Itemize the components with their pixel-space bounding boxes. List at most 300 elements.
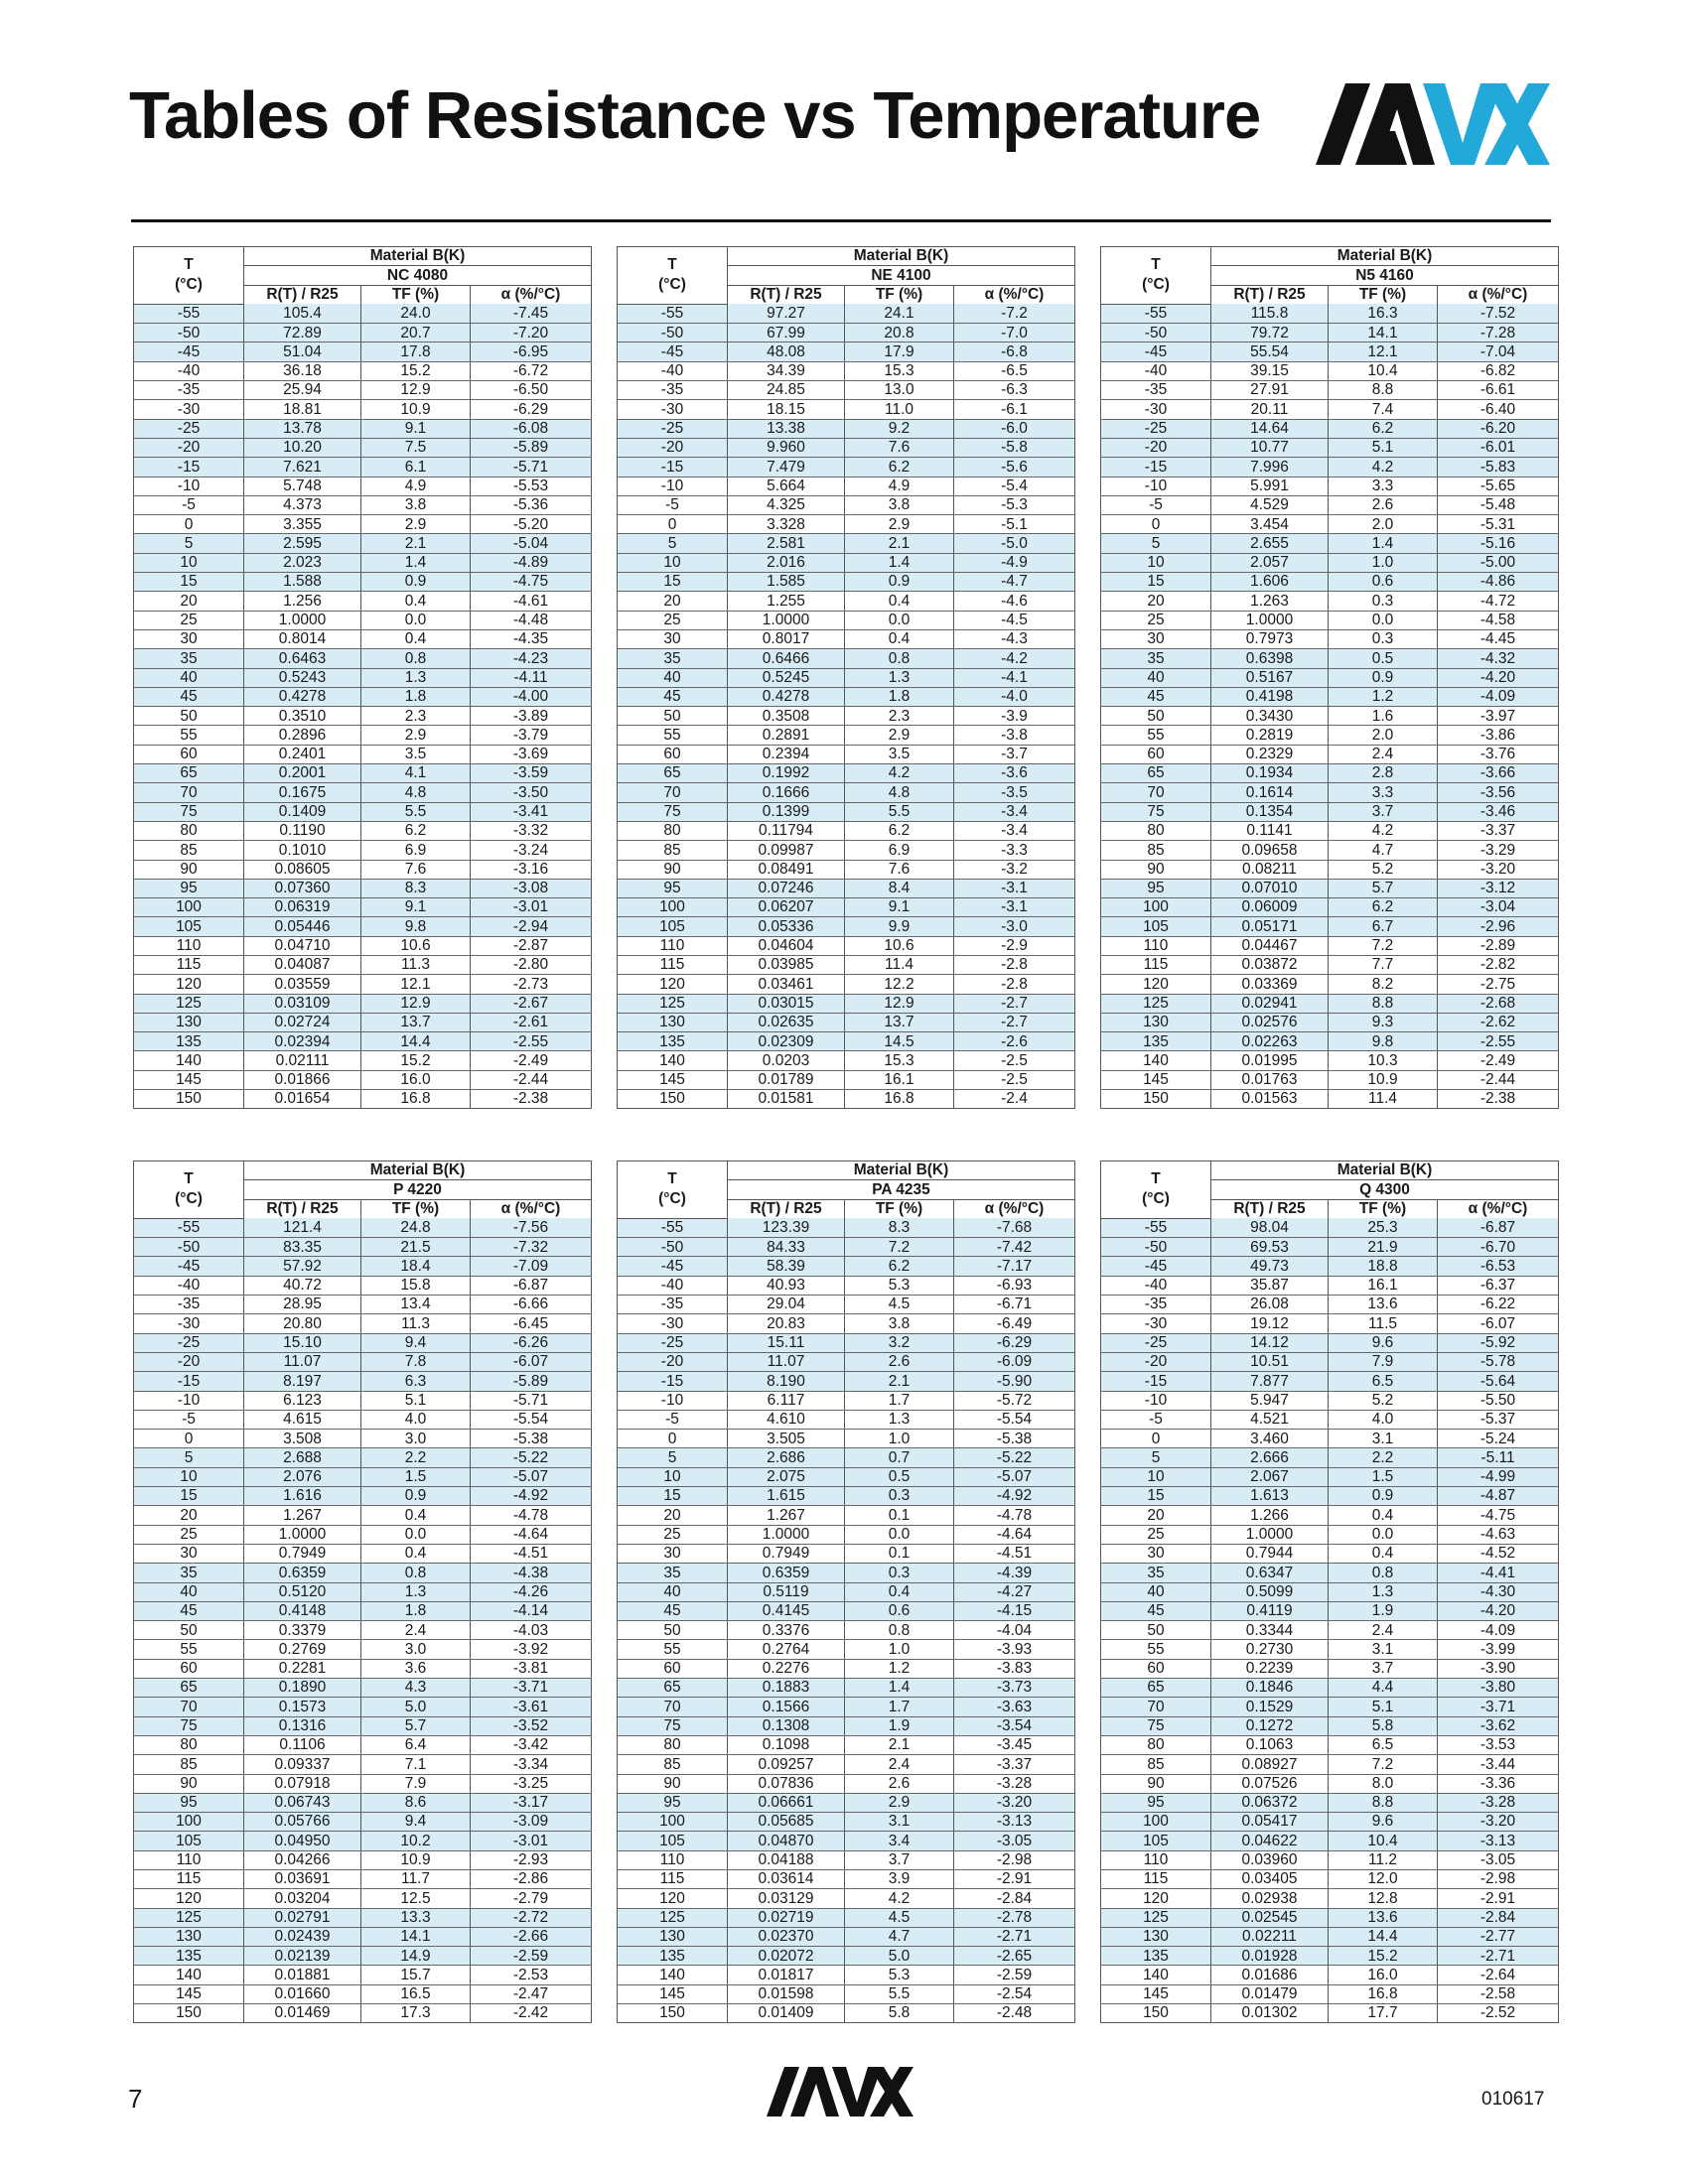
cell-resistance-ratio: 5.664 <box>728 477 845 495</box>
cell-tolerance-factor: 7.1 <box>361 1755 471 1774</box>
cell-tolerance-factor: 12.1 <box>361 975 471 994</box>
cell-temperature: 95 <box>134 879 244 897</box>
cell-alpha: -4.9 <box>954 553 1075 572</box>
cell-tolerance-factor: 10.9 <box>1329 1070 1438 1089</box>
cell-resistance-ratio: 0.03461 <box>728 975 845 994</box>
table-row <box>1101 936 1559 955</box>
cell-resistance-ratio: 0.01881 <box>244 1966 361 1984</box>
table-row <box>1101 955 1559 974</box>
cell-alpha: -2.64 <box>1438 1966 1559 1984</box>
cell-tolerance-factor: 21.5 <box>361 1238 471 1257</box>
cell-tolerance-factor: 15.7 <box>361 1966 471 1984</box>
cell-temperature: -55 <box>618 1218 728 1237</box>
table-row <box>134 860 592 879</box>
cell-resistance-ratio: 1.267 <box>728 1506 845 1525</box>
cell-alpha: -4.03 <box>471 1621 592 1640</box>
table-row <box>134 649 592 668</box>
table-row <box>134 1601 592 1620</box>
cell-tolerance-factor: 1.8 <box>361 1601 471 1620</box>
cell-tolerance-factor: 10.2 <box>361 1832 471 1850</box>
cell-resistance-ratio: 0.6347 <box>1211 1564 1329 1582</box>
table-row <box>618 361 1075 380</box>
cell-tolerance-factor: 2.1 <box>361 534 471 553</box>
cell-tolerance-factor: 10.4 <box>1329 1832 1438 1850</box>
cell-resistance-ratio: 2.023 <box>244 553 361 572</box>
table-row <box>134 342 592 361</box>
cell-alpha: -4.32 <box>1438 649 1559 668</box>
table-row <box>618 1679 1075 1698</box>
col-header-rt: R(T) / R25 <box>244 1199 361 1218</box>
table-row <box>618 1869 1075 1888</box>
cell-tolerance-factor: 17.3 <box>361 2004 471 2023</box>
cell-resistance-ratio: 2.655 <box>1211 534 1329 553</box>
cell-tolerance-factor: 2.4 <box>1329 745 1438 763</box>
cell-resistance-ratio: 9.960 <box>728 438 845 457</box>
table-row <box>618 1448 1075 1467</box>
table-row <box>134 477 592 495</box>
cell-temperature: -45 <box>1101 1257 1211 1276</box>
cell-resistance-ratio: 0.01654 <box>244 1090 361 1109</box>
cell-alpha: -6.95 <box>471 342 592 361</box>
cell-tolerance-factor: 6.5 <box>1329 1735 1438 1754</box>
temperature-header <box>134 1161 244 1219</box>
cell-alpha: -6.61 <box>1438 381 1559 400</box>
cell-tolerance-factor: 3.6 <box>361 1659 471 1678</box>
cell-alpha: -5.1 <box>954 515 1075 534</box>
resistance-table <box>133 1160 592 2023</box>
cell-temperature: -45 <box>618 342 728 361</box>
cell-temperature: -50 <box>1101 1238 1211 1257</box>
table-row <box>618 1927 1075 1946</box>
cell-temperature: 35 <box>618 1564 728 1582</box>
table-row <box>1101 361 1559 380</box>
cell-temperature: 140 <box>618 1051 728 1070</box>
cell-temperature: 15 <box>618 573 728 592</box>
cell-temperature: 10 <box>134 553 244 572</box>
cell-temperature: -5 <box>618 1410 728 1429</box>
t-unit: (°C) <box>658 1190 686 1208</box>
cell-resistance-ratio: 0.01995 <box>1211 1051 1329 1070</box>
cell-resistance-ratio: 0.11794 <box>728 821 845 840</box>
cell-alpha: -3.97 <box>1438 707 1559 726</box>
cell-alpha: -4.23 <box>471 649 592 668</box>
table-row <box>134 841 592 860</box>
cell-alpha: -2.55 <box>1438 1032 1559 1051</box>
cell-temperature: 125 <box>134 1908 244 1927</box>
cell-alpha: -4.09 <box>1438 1621 1559 1640</box>
cell-resistance-ratio: 4.610 <box>728 1410 845 1429</box>
cell-alpha: -3.92 <box>471 1640 592 1659</box>
col-header-alpha: α (%/°C) <box>1438 1199 1559 1218</box>
cell-temperature: 95 <box>1101 879 1211 897</box>
table-row <box>618 687 1075 706</box>
cell-alpha: -2.59 <box>954 1966 1075 1984</box>
table-row <box>1101 1947 1559 1966</box>
table-row <box>1101 477 1559 495</box>
cell-alpha: -3.59 <box>471 764 592 783</box>
cell-tolerance-factor: 4.5 <box>845 1908 954 1927</box>
cell-resistance-ratio: 0.08491 <box>728 860 845 879</box>
cell-temperature: 120 <box>134 975 244 994</box>
cell-alpha: -5.07 <box>471 1467 592 1486</box>
cell-resistance-ratio: 0.02938 <box>1211 1889 1329 1908</box>
cell-temperature: 65 <box>134 764 244 783</box>
cell-temperature: 5 <box>134 534 244 553</box>
cell-resistance-ratio: 0.1098 <box>728 1735 845 1754</box>
cell-temperature: -10 <box>1101 1391 1211 1410</box>
cell-resistance-ratio: 3.454 <box>1211 515 1329 534</box>
cell-temperature: -5 <box>1101 1410 1211 1429</box>
cell-tolerance-factor: 4.9 <box>361 477 471 495</box>
cell-tolerance-factor: 5.8 <box>1329 1716 1438 1735</box>
page-number: 7 <box>128 2084 143 2114</box>
cell-resistance-ratio: 0.07360 <box>244 879 361 897</box>
cell-alpha: -5.48 <box>1438 495 1559 514</box>
cell-tolerance-factor: 0.9 <box>1329 1487 1438 1506</box>
table-row <box>618 936 1075 955</box>
cell-temperature: 65 <box>1101 764 1211 783</box>
cell-tolerance-factor: 4.7 <box>1329 841 1438 860</box>
cell-tolerance-factor: 2.9 <box>361 515 471 534</box>
cell-resistance-ratio: 0.02211 <box>1211 1927 1329 1946</box>
cell-tolerance-factor: 16.1 <box>1329 1276 1438 1295</box>
cell-resistance-ratio: 0.1316 <box>244 1716 361 1735</box>
material-label: Material B(K) <box>728 247 1075 266</box>
cell-temperature: 150 <box>1101 2004 1211 2023</box>
cell-alpha: -3.20 <box>1438 1813 1559 1832</box>
cell-temperature: -15 <box>134 458 244 477</box>
cell-alpha: -3.3 <box>954 841 1075 860</box>
table-row <box>618 324 1075 342</box>
table-row <box>1101 1813 1559 1832</box>
cell-temperature: -45 <box>618 1257 728 1276</box>
cell-resistance-ratio: 0.09257 <box>728 1755 845 1774</box>
temperature-header <box>1101 247 1211 305</box>
cell-temperature: -25 <box>134 419 244 438</box>
cell-temperature: 65 <box>134 1679 244 1698</box>
table-row <box>618 1430 1075 1448</box>
cell-temperature: 10 <box>1101 1467 1211 1486</box>
table-row <box>618 1698 1075 1716</box>
cell-resistance-ratio: 0.01479 <box>1211 1984 1329 2003</box>
cell-temperature: 145 <box>1101 1984 1211 2003</box>
cell-resistance-ratio: 1.256 <box>244 592 361 611</box>
cell-temperature: -55 <box>1101 304 1211 323</box>
cell-alpha: -3.52 <box>471 1716 592 1735</box>
cell-resistance-ratio: 0.4278 <box>728 687 845 706</box>
cell-alpha: -2.86 <box>471 1869 592 1888</box>
cell-resistance-ratio: 1.267 <box>244 1506 361 1525</box>
cell-tolerance-factor: 7.2 <box>1329 936 1438 955</box>
cell-temperature: 115 <box>618 1869 728 1888</box>
cell-tolerance-factor: 1.5 <box>1329 1467 1438 1486</box>
col-header-tf: TF (%) <box>845 285 954 304</box>
cell-resistance-ratio: 0.1934 <box>1211 764 1329 783</box>
cell-alpha: -4.89 <box>471 553 592 572</box>
cell-temperature: 40 <box>618 1582 728 1601</box>
cell-resistance-ratio: 0.1846 <box>1211 1679 1329 1698</box>
cell-resistance-ratio: 0.1666 <box>728 783 845 802</box>
cell-resistance-ratio: 0.0203 <box>728 1051 845 1070</box>
cell-temperature: -10 <box>618 477 728 495</box>
cell-temperature: 95 <box>618 879 728 897</box>
cell-resistance-ratio: 2.688 <box>244 1448 361 1467</box>
cell-resistance-ratio: 105.4 <box>244 304 361 323</box>
table-row <box>1101 1966 1559 1984</box>
table-row <box>134 1090 592 1109</box>
cell-resistance-ratio: 0.1529 <box>1211 1698 1329 1716</box>
table-row <box>134 1487 592 1506</box>
cell-alpha: -5.72 <box>954 1391 1075 1410</box>
cell-temperature: 75 <box>134 802 244 821</box>
cell-alpha: -5.00 <box>1438 553 1559 572</box>
cell-temperature: -30 <box>1101 1314 1211 1333</box>
cell-resistance-ratio: 0.2329 <box>1211 745 1329 763</box>
cell-alpha: -7.17 <box>954 1257 1075 1276</box>
table-row <box>618 1793 1075 1812</box>
cell-temperature: -40 <box>1101 1276 1211 1295</box>
cell-alpha: -7.04 <box>1438 342 1559 361</box>
cell-tolerance-factor: 2.1 <box>845 534 954 553</box>
cell-resistance-ratio: 0.1890 <box>244 1679 361 1698</box>
cell-tolerance-factor: 11.4 <box>1329 1090 1438 1109</box>
cell-resistance-ratio: 0.02545 <box>1211 1908 1329 1927</box>
cell-resistance-ratio: 6.117 <box>728 1391 845 1410</box>
cell-alpha: -3.71 <box>1438 1698 1559 1716</box>
temperature-header <box>618 247 728 305</box>
table-row <box>618 1601 1075 1620</box>
cell-alpha: -3.99 <box>1438 1640 1559 1659</box>
col-header-alpha: α (%/°C) <box>1438 285 1559 304</box>
cell-resistance-ratio: 10.77 <box>1211 438 1329 457</box>
cell-tolerance-factor: 2.0 <box>1329 726 1438 745</box>
cell-alpha: -4.0 <box>954 687 1075 706</box>
cell-tolerance-factor: 9.8 <box>1329 1032 1438 1051</box>
cell-alpha: -4.15 <box>954 1601 1075 1620</box>
cell-alpha: -2.52 <box>1438 2004 1559 2023</box>
cell-tolerance-factor: 2.9 <box>845 1793 954 1812</box>
cell-resistance-ratio: 0.05336 <box>728 917 845 936</box>
cell-alpha: -2.5 <box>954 1070 1075 1089</box>
table-row <box>134 534 592 553</box>
cell-tolerance-factor: 13.6 <box>1329 1296 1438 1314</box>
cell-alpha: -5.04 <box>471 534 592 553</box>
table-row <box>618 1774 1075 1793</box>
table-row <box>1101 1352 1559 1371</box>
cell-resistance-ratio: 0.02111 <box>244 1051 361 1070</box>
cell-alpha: -2.55 <box>471 1032 592 1051</box>
cell-resistance-ratio: 0.07010 <box>1211 879 1329 897</box>
table-row <box>1101 1659 1559 1678</box>
cell-temperature: 40 <box>1101 1582 1211 1601</box>
col-header-rt: R(T) / R25 <box>728 285 845 304</box>
cell-resistance-ratio: 0.02439 <box>244 1927 361 1946</box>
cell-temperature: 110 <box>618 936 728 955</box>
material-label: Material B(K) <box>244 1161 592 1180</box>
table-row <box>134 975 592 994</box>
cell-alpha: -4.92 <box>471 1487 592 1506</box>
cell-alpha: -3.54 <box>954 1716 1075 1735</box>
table-row <box>134 1640 592 1659</box>
cell-alpha: -2.73 <box>471 975 592 994</box>
cell-alpha: -4.61 <box>471 592 592 611</box>
cell-resistance-ratio: 0.04467 <box>1211 936 1329 955</box>
cell-tolerance-factor: 7.5 <box>361 438 471 457</box>
cell-tolerance-factor: 5.7 <box>1329 879 1438 897</box>
cell-temperature: 45 <box>134 687 244 706</box>
cell-resistance-ratio: 1.0000 <box>1211 611 1329 629</box>
cell-alpha: -3.83 <box>954 1659 1075 1678</box>
cell-tolerance-factor: 9.1 <box>845 898 954 917</box>
cell-temperature: 30 <box>134 629 244 648</box>
cell-tolerance-factor: 0.4 <box>361 1506 471 1525</box>
cell-tolerance-factor: 0.3 <box>1329 629 1438 648</box>
table-row <box>618 2004 1075 2023</box>
cell-resistance-ratio: 15.10 <box>244 1333 361 1352</box>
table-row <box>134 495 592 514</box>
cell-alpha: -4.63 <box>1438 1525 1559 1544</box>
cell-resistance-ratio: 2.666 <box>1211 1448 1329 1467</box>
table-row <box>134 917 592 936</box>
table-row <box>134 1716 592 1735</box>
table-row <box>618 534 1075 553</box>
table-row <box>134 1793 592 1812</box>
cell-temperature: 55 <box>1101 1640 1211 1659</box>
cell-resistance-ratio: 6.123 <box>244 1391 361 1410</box>
cell-temperature: 10 <box>618 553 728 572</box>
cell-temperature: -50 <box>1101 324 1211 342</box>
cell-tolerance-factor: 9.4 <box>361 1813 471 1832</box>
cell-resistance-ratio: 0.04087 <box>244 955 361 974</box>
cell-alpha: -3.56 <box>1438 783 1559 802</box>
cell-temperature: 125 <box>1101 994 1211 1013</box>
cell-alpha: -2.80 <box>471 955 592 974</box>
cell-alpha: -3.6 <box>954 764 1075 783</box>
cell-resistance-ratio: 0.03369 <box>1211 975 1329 994</box>
table-row <box>134 1698 592 1716</box>
cell-alpha: -2.8 <box>954 955 1075 974</box>
cell-resistance-ratio: 51.04 <box>244 342 361 361</box>
cell-temperature: 120 <box>134 1889 244 1908</box>
cell-tolerance-factor: 0.9 <box>845 573 954 592</box>
cell-alpha: -3.90 <box>1438 1659 1559 1678</box>
cell-tolerance-factor: 7.9 <box>1329 1352 1438 1371</box>
cell-temperature: -35 <box>618 381 728 400</box>
cell-temperature: 60 <box>134 1659 244 1678</box>
cell-temperature: 90 <box>134 860 244 879</box>
cell-tolerance-factor: 25.3 <box>1329 1218 1438 1237</box>
cell-tolerance-factor: 5.1 <box>1329 1698 1438 1716</box>
table-row <box>1101 419 1559 438</box>
cell-resistance-ratio: 40.72 <box>244 1276 361 1295</box>
cell-temperature: 135 <box>1101 1032 1211 1051</box>
table-row <box>618 1090 1075 1109</box>
table-row <box>618 1582 1075 1601</box>
cell-temperature: 20 <box>134 592 244 611</box>
cell-temperature: 10 <box>618 1467 728 1486</box>
table-row <box>1101 1032 1559 1051</box>
table-row <box>618 1257 1075 1276</box>
cell-tolerance-factor: 12.9 <box>361 381 471 400</box>
cell-tolerance-factor: 2.1 <box>845 1372 954 1391</box>
table-row <box>1101 1487 1559 1506</box>
cell-tolerance-factor: 1.0 <box>845 1640 954 1659</box>
cell-alpha: -6.0 <box>954 419 1075 438</box>
cell-alpha: -3.50 <box>471 783 592 802</box>
table-row <box>618 592 1075 611</box>
cell-resistance-ratio: 1.606 <box>1211 573 1329 592</box>
cell-alpha: -4.09 <box>1438 687 1559 706</box>
cell-temperature: 105 <box>618 1832 728 1850</box>
cell-alpha: -2.78 <box>954 1908 1075 1927</box>
cell-alpha: -4.75 <box>471 573 592 592</box>
cell-tolerance-factor: 3.7 <box>845 1850 954 1869</box>
cell-temperature: 0 <box>618 515 728 534</box>
table-row <box>1101 534 1559 553</box>
page-title: Tables of Resistance vs Temperature <box>129 78 1261 153</box>
cell-tolerance-factor: 0.9 <box>361 573 471 592</box>
cell-resistance-ratio: 1.588 <box>244 573 361 592</box>
cell-tolerance-factor: 2.9 <box>845 726 954 745</box>
cell-temperature: 30 <box>134 1544 244 1563</box>
table-row <box>618 573 1075 592</box>
col-header-rt: R(T) / R25 <box>1211 285 1329 304</box>
table-row <box>618 553 1075 572</box>
table-row <box>1101 860 1559 879</box>
table-row <box>618 1372 1075 1391</box>
table-row <box>1101 1013 1559 1031</box>
table-row <box>618 438 1075 457</box>
table-row <box>134 1070 592 1089</box>
cell-alpha: -4.2 <box>954 649 1075 668</box>
table-row <box>134 783 592 802</box>
table-row <box>1101 1582 1559 1601</box>
cell-tolerance-factor: 1.4 <box>845 1679 954 1698</box>
cell-tolerance-factor: 8.0 <box>1329 1774 1438 1793</box>
cell-resistance-ratio: 0.4148 <box>244 1601 361 1620</box>
cell-tolerance-factor: 1.3 <box>361 1582 471 1601</box>
table-row <box>618 1314 1075 1333</box>
cell-alpha: -2.93 <box>471 1850 592 1869</box>
cell-alpha: -6.09 <box>954 1352 1075 1371</box>
cell-tolerance-factor: 0.5 <box>845 1467 954 1486</box>
cell-alpha: -2.66 <box>471 1927 592 1946</box>
cell-tolerance-factor: 3.2 <box>845 1333 954 1352</box>
cell-temperature: -40 <box>618 361 728 380</box>
cell-temperature: -20 <box>618 1352 728 1371</box>
cell-temperature: 130 <box>618 1927 728 1946</box>
cell-temperature: 35 <box>134 1564 244 1582</box>
cell-temperature: 45 <box>134 1601 244 1620</box>
cell-tolerance-factor: 4.8 <box>845 783 954 802</box>
cell-tolerance-factor: 14.1 <box>361 1927 471 1946</box>
cell-temperature: -35 <box>618 1296 728 1314</box>
table-row <box>618 1544 1075 1563</box>
cell-resistance-ratio: 0.02139 <box>244 1947 361 1966</box>
cell-alpha: -3.9 <box>954 707 1075 726</box>
cell-alpha: -5.65 <box>1438 477 1559 495</box>
cell-tolerance-factor: 16.5 <box>361 1984 471 2003</box>
table-row <box>1101 324 1559 342</box>
cell-temperature: 130 <box>618 1013 728 1031</box>
cell-resistance-ratio: 10.20 <box>244 438 361 457</box>
cell-temperature: -30 <box>618 1314 728 1333</box>
table-row <box>618 1621 1075 1640</box>
cell-alpha: -6.87 <box>471 1276 592 1295</box>
cell-tolerance-factor: 0.0 <box>361 1525 471 1544</box>
cell-tolerance-factor: 0.8 <box>1329 1564 1438 1582</box>
cell-alpha: -5.89 <box>471 1372 592 1391</box>
